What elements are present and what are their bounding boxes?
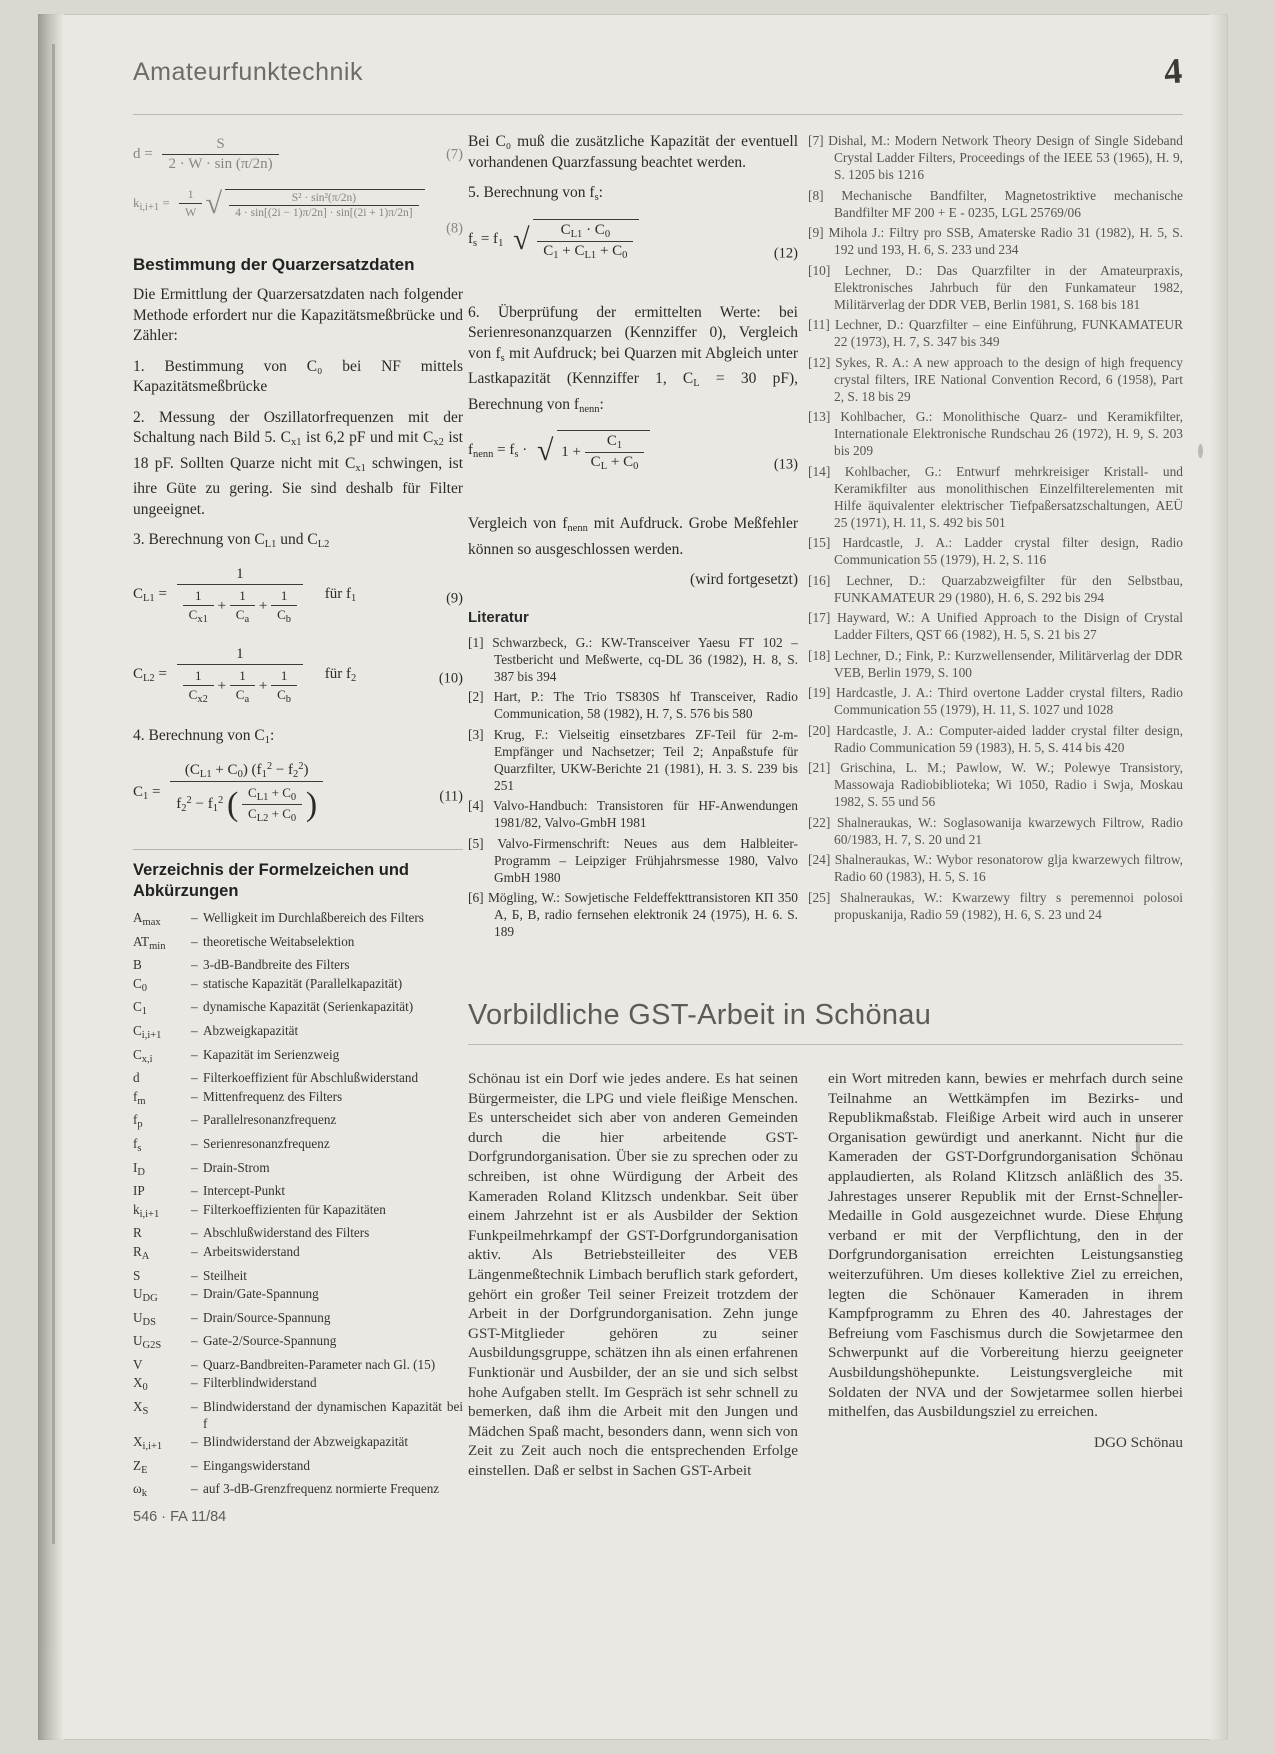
glossary-definition: Drain-Strom: [203, 1159, 270, 1175]
glossary-row: [133, 1399, 463, 1434]
article-two-body-right: ein Wort mitreden kann, bewies er mehrfach durch seine Teilnahme an Wettkämpfen im Bezirks- und Republikmaßstab. Fleißige Arbeit wird auch in unserer Organisation gewürdigt und anerkannt. Nicht nur die Kameraden der GST-Dorfgrundorganisation Schönau applaudierten, als Roland Klitzsch anläßlich des 35. Jahrestages unserer Republik mit der Ernst-Schneller-Medaille in Gold ausgezeichnet wurde. Diese Ehrung verband er mit der Verpflichtung, den in der Dorfgrundorganisation erreichten Leistungsanstieg weiterzuführen. Um dieses kollektive Ziel zu erreichen, legten die Schönauer Kameraden in ihrem Kampfprogramm zu Ehren des 40. Jahrestages der Befreiung vom Faschismus durch die Sowjetarmee den Schwerpunkt auf die Vorbereitung hierzu geeigneter Ausbildungshöhepunkte. Leistungsvergleiche mit Soldaten der NVA und der Sowjetarmee sollen hierbei mithelfen, das Ausbildungsziel zu erreichen.: [828, 1070, 1183, 1421]
glossary-row: [133, 999, 463, 1023]
glossary-symbol-sub: 1: [141, 1006, 148, 1018]
glossary-dash: –: [191, 1243, 198, 1259]
glossary-definition: Filterblindwiderstand: [203, 1375, 317, 1391]
formula-10-number: (10): [438, 670, 463, 686]
glossary-table: [133, 910, 463, 1505]
glossary-dash: –: [191, 1267, 198, 1283]
glossary-dash: –: [191, 975, 198, 991]
glossary-definition: Blindwiderstand der dynamischen Kapazität bei f: [203, 1399, 463, 1431]
paragraph-5-a: 4. Berechnung von C: [133, 726, 265, 744]
glossary-symbol-sub: G2S: [142, 1340, 162, 1352]
reference-item: [21] Grischina, L. M.; Pawlow, W. W.; Polewye Transistory, Massowaja Radiobiblioteka; Wi 1050, Radio i Swja, Moskau 1982, S. 55 und 56: [808, 760, 1183, 809]
literature-heading: Literatur: [468, 608, 529, 626]
glossary-symbol: $k_{i,i+1}$: [133, 1201, 160, 1220]
scanned-page: [38, 14, 1228, 1740]
paragraph-3: 2. Messung der Oszillatorfrequenzen mit der Schaltung nach Bild 5. $C_{x1}$ ist 6,2 pF und mit $C_{x2}$ ist 18 pF. Sollten Quarze nicht mit $C_{x1}$ schwingen, ist ihre Güte zu gering. Sie sind deshalb für Filter ungeeignet.: [133, 408, 464, 518]
header-divider: [133, 114, 1183, 115]
glossary-symbol-sub: DG: [142, 1293, 158, 1305]
glossary-symbol: $A_{max}$: [133, 910, 161, 928]
reference-list-col2: [468, 634, 798, 941]
formula-11: $C_1$ = $(C_{L1} + C_0) (f_1^2 - f_2^2)$ $f_2^2 - f_1^2$ ( $\frac{C_{L1} + C_0}{C_{L2} + C_0}$ ) (11): [133, 761, 463, 824]
glossary-definition: Kapazität im Serienzweig: [203, 1046, 340, 1062]
reference-item: [13] Kohlbacher, G.: Monolithische Quarz- und Keramikfilter, Internationale Elektronische Rundschau 26 (1972), H. 9, S. 203 bis 209: [808, 409, 1183, 458]
glossary-symbol-sub: m: [137, 1095, 146, 1107]
glossary-dash: –: [191, 1070, 198, 1086]
glossary-row: [133, 1136, 463, 1160]
glossary-symbol: $X_0$: [133, 1375, 148, 1394]
formula-9-number: (9): [446, 590, 463, 606]
glossary-row: [133, 1333, 463, 1357]
c2-paragraph-3: 6. Überprüfung der ermittelten Werte: bei Serienresonanzquarzen (Kennziffer 0), Vergleich von $f_s$ mit Aufdruck; bei Quarzen mit Abgleich unter Lastkapazität (Kennziffer 1, $C_L = 30$ pF), Berechnung von $f_{nenn}$:: [468, 303, 799, 415]
glossary-dash: –: [191, 1481, 198, 1497]
glossary-symbol: $R_A$: [133, 1243, 150, 1262]
glossary-symbol-sub: i,i+1: [139, 1208, 160, 1220]
glossary-dash: –: [191, 1309, 198, 1325]
glossary-dash: –: [191, 957, 198, 973]
page-header-title: Amateurfunktechnik: [133, 58, 363, 86]
c2-paragraph-3-b: mit Aufdruck; bei Quarzen mit Abgleich unter Lastkapazität (Kennziffer 1, C: [468, 344, 798, 387]
glossary-row: [133, 1286, 463, 1310]
glossary-definition: Welligkeit im Durchlaßbereich des Filters: [203, 910, 424, 925]
reference-item: [2] Hart, P.: The Trio TS830S hf Transceiver, Radio Communication, 58 (1982), H. 7, S. 576 bis 580: [468, 689, 798, 721]
glossary-dash: –: [191, 1399, 198, 1415]
glossary-symbol-sub: i,i+1: [141, 1029, 162, 1041]
glossary-row: [133, 1244, 463, 1268]
glossary-symbol-sub: s: [137, 1142, 142, 1154]
formula-8: $k_{i,i+1}$ = $\frac{1}{W}$ √ $\frac{\text{S² · sin²(π/2n)}}{4 \cdot \sin[(2i - 1)\pi/2n] \cdot \sin[(2i + 1)\pi/2n]}$ (8): [133, 186, 463, 237]
glossary-row: [133, 1458, 463, 1482]
paragraph-1: Die Ermittlung der Quarzersatzdaten nach folgender Methode erfordert nur die Kapazitätsmeßbrücke und Zähler:: [133, 286, 463, 344]
glossary-definition: Arbeitswiderstand: [203, 1243, 300, 1259]
glossary-symbol-sub: S: [142, 1406, 149, 1418]
glossary-symbol-sub: D: [137, 1166, 145, 1178]
formula-12-number: (12): [773, 245, 798, 261]
glossary-dash: –: [191, 933, 198, 949]
glossary-row: [133, 1357, 463, 1376]
glossary-symbol: $I_D$: [133, 1159, 145, 1178]
glossary-definition: auf 3-dB-Grenzfrequenz normierte Frequenz: [203, 1481, 440, 1497]
glossary-row: [133, 976, 463, 1000]
glossary-definition: Abzweigkapazität: [203, 1022, 299, 1038]
glossary-symbol: $\omega_k$: [133, 1481, 147, 1500]
glossary-symbol: $C_{x,i}$: [133, 1046, 153, 1065]
glossary-dash: –: [191, 910, 198, 925]
section-heading-quarzersatzdaten: Bestimmung der Quarzersatzdaten: [133, 255, 415, 274]
glossary-dash: –: [191, 1333, 198, 1349]
formula-8-number: (8): [446, 220, 463, 237]
glossary-symbol: $U_{DS}$: [133, 1309, 156, 1328]
glossary-row: [133, 1089, 463, 1113]
glossary-row: [133, 1481, 463, 1505]
article-two-body-left: Schönau ist ein Dorf wie jedes andere. Es hat seinen Bürgermeister, die LPG und viele fleißige Menschen. Es unterscheidet sich aber von anderen Gemeinden durch die hier arbeitende GST-Dorfgrundorganisation. Über sie zu sprechen oder zu schreiben, ist ohne Würdigung der Arbeit des Kameraden Roland Klitzsch undenkbar. Seit über einem Jahrzehnt ist er als Ausbilder der Sektion Funkpeilmehrkampf der GST-Dorfgrundorganisation aktiv. Als Betriebsteilleiter des VEB Längenmeßtechnik Limbach beruflich stark gefordert, gehört ein großer Teil seiner Freizeit trotzdem der Arbeit in der Dorfgrundorganisation. Zehn junge GST-Mitglieder gehören zu seiner Ausbildungsgruppe, schätzen ihn als einen erfahrenen Funktionär und Ausbilder, der an sie und sich selbst hohe Aufgaben stellt. Im Gespräch ist sehr schnell zu bemerken, daß ihm die Arbeit mit den Jungen und Mädchen Spaß macht, besonders dann, wenn sich von Zeit zu Zeit auch noch die entsprechenden Erfolge einstellen. Daß er selbst in Sachen GST-Arbeit: [468, 1070, 798, 1479]
c2-paragraph-4-a: Vergleich von f: [468, 515, 568, 532]
column-three: [808, 132, 1183, 926]
c2-paragraph-4: Vergleich von $f_{nenn}$ mit Aufdruck. Grobe Meßfehler können so ausgeschlossen werden.: [468, 515, 798, 558]
glossary-definition: Filterkoeffizienten für Kapazitäten: [203, 1201, 386, 1217]
glossary-definition: Drain/Gate-Spannung: [203, 1286, 319, 1302]
reference-item: [9] Mihola J.: Filtry pro SSB, Amaterske Radio 31 (1982), H. 5, S. 192 und 193, H. 6, S. 233 und 234: [808, 225, 1183, 257]
paragraph-4-b: und C: [276, 531, 318, 548]
glossary-symbol: $C_0$: [133, 975, 148, 994]
glossary-symbol-sub: DS: [142, 1316, 156, 1328]
glossary-definition: Serienresonanzfrequenz: [203, 1135, 330, 1151]
formula-12: $f_s = f_1$ √ $\frac{C_{L1} \cdot C_0}{C_1 + C_{L1} + C_0}$ (12): [468, 219, 798, 289]
formula-13-number: (13): [773, 456, 798, 473]
glossary-symbol: $X_S$: [133, 1399, 149, 1418]
glossary-symbol-sub: k: [141, 1488, 147, 1500]
reference-item: [1] Schwarzbeck, G.: KW-Transceiver Yaesu FT 102 – Testbericht und Meßwerte, cq-DL 36 (1982), H. 8, S. 387 bis 394: [468, 634, 798, 684]
paragraph-3-d: schwingen, ist ihre Güte zu gering. Sie sind deshalb für Filter ungeeignet.: [133, 454, 464, 518]
article-two-signature: DGO Schönau: [1093, 1433, 1183, 1451]
c2-paragraph-2-a: 5. Berechnung von f: [468, 184, 595, 201]
glossary-symbol: $X_{i,i+1}$: [133, 1434, 163, 1453]
glossary-symbol: $AT_{min}$: [133, 933, 166, 952]
glossary-dash: –: [191, 1046, 198, 1062]
glossary-row: [133, 1023, 463, 1047]
glossary-box: [133, 849, 463, 1505]
paragraph-5: 4. Berechnung von $C_1$:: [133, 726, 275, 746]
reference-item: [15] Hardcastle, J. A.: Ladder crystal filter design, Radio Communication 55 (1979), H. 2, S. 116: [808, 535, 1183, 567]
reference-item: [6] Mögling, W.: Sowjetische Feldeffekttransistoren КП 350 А, Б, В, radio fernsehen elektronik 24 (1975), H. 6. S. 189: [468, 890, 798, 939]
glossary-symbol: $U_{DG}$: [133, 1286, 158, 1305]
c2-paragraph-2-b: :: [598, 184, 603, 201]
c2-paragraph-3-c: = 30 pF), Berechnung von f: [468, 370, 799, 413]
glossary-definition: Mittenfrequenz des Filters: [203, 1088, 343, 1104]
article-two-title: Vorbildliche GST-Arbeit in Schönau: [468, 999, 932, 1031]
formula-7-number: (7): [446, 146, 463, 162]
paragraph-4: 3. Berechnung von $C_{L1}$ und $C_{L2}$: [133, 531, 330, 550]
formula-7: d = $\frac{S}{2 \cdot W \cdot \sin (\pi/2n)}$ (7): [133, 136, 463, 172]
reference-item: [5] Valvo-Firmenschrift: Neues aus dem Halbleiter-Programm – Leipziger Frühjahrsmesse 1980, Valvo GmbH 1980: [468, 835, 798, 885]
glossary-symbol: $U_{G2S}$: [133, 1333, 162, 1352]
c2-paragraph-3-a: 6. Überprüfung der ermittelten Werte: bei Serienresonanzquarzen (Kennziffer 0), Vergleich von f: [468, 303, 798, 362]
reference-item: [3] Krug, F.: Vielseitig einsetzbares ZF-Teil für 2-m-Empfänger und Nachsetzer; Teil 2; Anpaßstufe für Quarzfilter, UKW-Berichte 21 (1981), H. 3. S. 239 bis 251: [468, 726, 798, 793]
formula-13: $f_{nenn} = f_s$ · √ 1 + $\frac{C_1}{C_L + C_0}$ (13): [468, 430, 798, 500]
c2-paragraph-1: Bei C₀ muß die zusätzliche Kapazität der eventuell vorhandenen Quarzfassung beachtet werden.: [468, 133, 798, 171]
glossary-definition: dynamische Kapazität (Serienkapazität): [203, 999, 414, 1015]
reference-item: [14] Kohlbacher, G.: Entwurf mehrkreisiger Kristall- und Keramikfilter aus monolithischen Einzelfilterelementen mit Hilfe äquivalenter elektrischer Tiefpaßersatzschaltungen, AEÜ 25 (1971), H. 11, S. 492 bis 501: [808, 463, 1183, 530]
glossary-title: Verzeichnis der Formelzeichen und Abkürzungen: [133, 861, 409, 900]
glossary-row: [133, 957, 463, 976]
glossary-definition: Abschlußwiderstand des Filters: [203, 1225, 370, 1241]
glossary-symbol-sub: A: [141, 1250, 150, 1262]
glossary-symbol-sub: x,i: [141, 1053, 153, 1065]
glossary-dash: –: [191, 1135, 198, 1151]
glossary-dash: –: [191, 1225, 198, 1241]
glossary-definition: Parallelresonanzfrequenz: [203, 1112, 337, 1128]
glossary-definition: Drain/Source-Spannung: [203, 1309, 331, 1325]
glossary-symbol-sub: E: [141, 1464, 148, 1476]
reference-item: [22] Shalneraukas, W.: Soglasowanija kwarzewych Filtrow, Radio 60/1983, H. 7, S. 20 und 21: [808, 814, 1183, 847]
glossary-symbol: $C_1$: [133, 999, 148, 1018]
formula-9: $C_{L1}$ = 1 $\frac{1}{C_{x1}}$ + $\frac{1}{C_a}$ + $\frac{1}{C_b}$ für $f_1$ (9): [133, 565, 463, 625]
reference-item: [24] Shalneraukas, W.: Wybor resonatorow glja kwarzewych filtrow, Radio 60 (1983), H. 5, S. 16: [808, 852, 1183, 884]
c2-paragraph-2: 5. Berechnung von $f_s$:: [468, 184, 603, 203]
paragraph-3-b: ist 6,2 pF und mit C: [301, 429, 434, 446]
glossary-definition: Steilheit: [203, 1267, 247, 1283]
glossary-definition: 3-dB-Bandbreite des Filters: [203, 957, 350, 973]
formula-11-number: (11): [439, 788, 463, 805]
reference-item: [7] Dishal, M.: Modern Network Theory Design of Single Sideband Crystal Ladder Filters, Proceedings of the IEEE 53 (1965), H. 9, S. 1205 bis 1216: [808, 133, 1183, 182]
reference-item: [8] Mechanische Bandfilter, Magnetostriktive mechanische Bandfilter MF 200 + E - 0235, LGL 25769/06: [808, 187, 1183, 220]
paragraph-4-a: 3. Berechnung von C: [133, 531, 265, 548]
glossary-row: [133, 1183, 463, 1202]
paragraph-3-c: ist 18 pF. Sollten Quarze nicht mit C: [133, 429, 463, 472]
glossary-row: [133, 1070, 463, 1089]
reference-item: [18] Lechner, D.; Fink, P.: Kurzwellensender, Militärverlag der DDR VEB, Berlin 1979, S. 100: [808, 647, 1183, 680]
reference-item: [12] Sykes, R. A.: A new approach to the design of high frequency crystal filters, IRE National Convention Record, 6 (1958), Part 2, S. 18 bis 29: [808, 354, 1183, 404]
glossary-symbol-sub: min: [149, 940, 166, 952]
reference-item: [17] Hayward, W.: A Unified Approach to the Disign of Crystal Ladder Filters, QST 66 (1982), H. 5, S. 21 bis 27: [808, 610, 1183, 642]
glossary-symbol: R: [133, 1225, 142, 1241]
glossary-symbol: d: [133, 1070, 140, 1086]
paragraph-2: 1. Bestimmung von C₀ bei NF mittels Kapazitätsmeßbrücke: [133, 357, 463, 395]
glossary-definition: Filterkoeffizient für Abschlußwiderstand: [203, 1070, 419, 1086]
page-marker: 4: [1162, 50, 1184, 92]
glossary-symbol-sub: i,i+1: [142, 1441, 163, 1453]
formula-10: $C_{L2}$ = 1 $\frac{1}{C_{x2}}$ + $\frac{1}{C_a}$ + $\frac{1}{C_b}$ für $f_2$ (10): [133, 645, 463, 705]
glossary-row: [133, 1434, 463, 1458]
glossary-row: [133, 1160, 463, 1184]
glossary-symbol-sub: 0: [142, 1382, 148, 1394]
c2-paragraph-4-b: mit Aufdruck. Grobe Meßfehler können so ausgeschlossen werden.: [468, 515, 798, 558]
reference-item: [16] Lechner, D.: Quarzabzweigfilter für den Selbstbau, FUNKAMATEUR 29 (1980), H. 6, S. 292 bis 294: [808, 572, 1183, 605]
glossary-definition: Gate-2/Source-Spannung: [203, 1333, 337, 1349]
glossary-symbol: V: [133, 1356, 143, 1372]
paragraph-5-b: :: [269, 726, 275, 744]
glossary-symbol-sub: p: [137, 1119, 143, 1131]
glossary-symbol-sub: max: [142, 917, 161, 928]
glossary-row: [133, 1112, 463, 1136]
glossary-definition: Quarz-Bandbreiten-Parameter nach Gl. (15): [203, 1356, 436, 1372]
glossary-dash: –: [191, 1286, 198, 1302]
glossary-dash: –: [191, 999, 198, 1015]
to-be-continued: (wird fortgesetzt): [689, 571, 798, 588]
glossary-symbol: IP: [133, 1183, 145, 1199]
glossary-dash: –: [191, 1356, 198, 1372]
column-two: [468, 132, 798, 944]
glossary-symbol: $f_m$: [133, 1088, 146, 1107]
c2-paragraph-3-d: :: [599, 395, 604, 413]
glossary-dash: –: [191, 1457, 198, 1473]
glossary-definition: Eingangswiderstand: [203, 1457, 310, 1473]
glossary-dash: –: [191, 1088, 198, 1104]
glossary-row: [133, 1047, 463, 1071]
reference-item: [4] Valvo-Handbuch: Transistoren für HF-Anwendungen 1981/82, Valvo-GmbH 1981: [468, 798, 798, 830]
article-two-column-one: [468, 1069, 798, 1480]
glossary-definition: statische Kapazität (Parallelkapazität): [203, 975, 403, 991]
glossary-row: [133, 1375, 463, 1399]
reference-item: [10] Lechner, D.: Das Quarzfilter in der Amateurpraxis, Elektronisches Jahrbuch für den Funkamateur 1982, Militärverlag der DDR VEB, Berlin 1981, S. 168 bis 181: [808, 262, 1183, 312]
article-two-column-two: [828, 1069, 1183, 1452]
glossary-symbol: S: [133, 1267, 141, 1283]
glossary-symbol: $C_{i,i+1}$: [133, 1022, 162, 1041]
glossary-row: [133, 1225, 463, 1244]
glossary-dash: –: [191, 1434, 198, 1450]
glossary-row: [133, 1202, 463, 1226]
scan-speck: [1198, 444, 1203, 458]
reference-item: [11] Lechner, D.: Quarzfilter – eine Einführung, FUNKAMATEUR 22 (1973), H. 7, S. 347 bis 349: [808, 317, 1183, 349]
glossary-dash: –: [191, 1112, 198, 1128]
article-two-divider: [468, 1044, 1183, 1045]
glossary-row: [133, 910, 463, 934]
glossary-symbol: $Z_E$: [133, 1457, 148, 1476]
glossary-definition: Blindwiderstand der Abzweigkapazität: [203, 1434, 409, 1450]
page-footer: 546 · FA 11/84: [133, 1509, 227, 1525]
paragraph-3-a: 2. Messung der Oszillatorfrequenzen mit der Schaltung nach Bild 5. C: [133, 408, 463, 446]
glossary-symbol: $f_s$: [133, 1135, 142, 1154]
glossary-symbol: $f_p$: [133, 1112, 143, 1131]
scan-edge-left: [38, 14, 64, 1740]
glossary-dash: –: [191, 1201, 198, 1217]
glossary-symbol: B: [133, 957, 142, 973]
glossary-row: [133, 1310, 463, 1334]
glossary-dash: –: [191, 1022, 198, 1038]
glossary-dash: –: [191, 1375, 198, 1391]
glossary-dash: –: [191, 1159, 198, 1175]
glossary-definition: theoretische Weitabselektion: [203, 933, 355, 949]
glossary-symbol-sub: 0: [141, 982, 148, 994]
glossary-definition: Intercept-Punkt: [203, 1183, 286, 1199]
scan-edge-right: [1210, 14, 1228, 1740]
reference-item: [20] Hardcastle, J. A.: Computer-aided ladder crystal filter design, Radio Communication 59 (1983), H. 5, S. 414 bis 420: [808, 722, 1183, 755]
glossary-dash: –: [191, 1183, 198, 1199]
reference-list-col3: [808, 132, 1183, 923]
glossary-row: [133, 934, 463, 958]
column-one: [133, 132, 463, 1505]
reference-item: [19] Hardcastle, J. A.: Third overtone Ladder crystal filters, Radio Communication 55 (1979), H. 11, S. 1027 und 1028: [808, 685, 1183, 717]
glossary-row: [133, 1268, 463, 1287]
reference-item: [25] Shalneraukas, W.: Kwarzewy filtry s peremennoi polosoi propuskanija, Radio 59 (1982), H. 6, S. 23 und 24: [808, 889, 1183, 922]
